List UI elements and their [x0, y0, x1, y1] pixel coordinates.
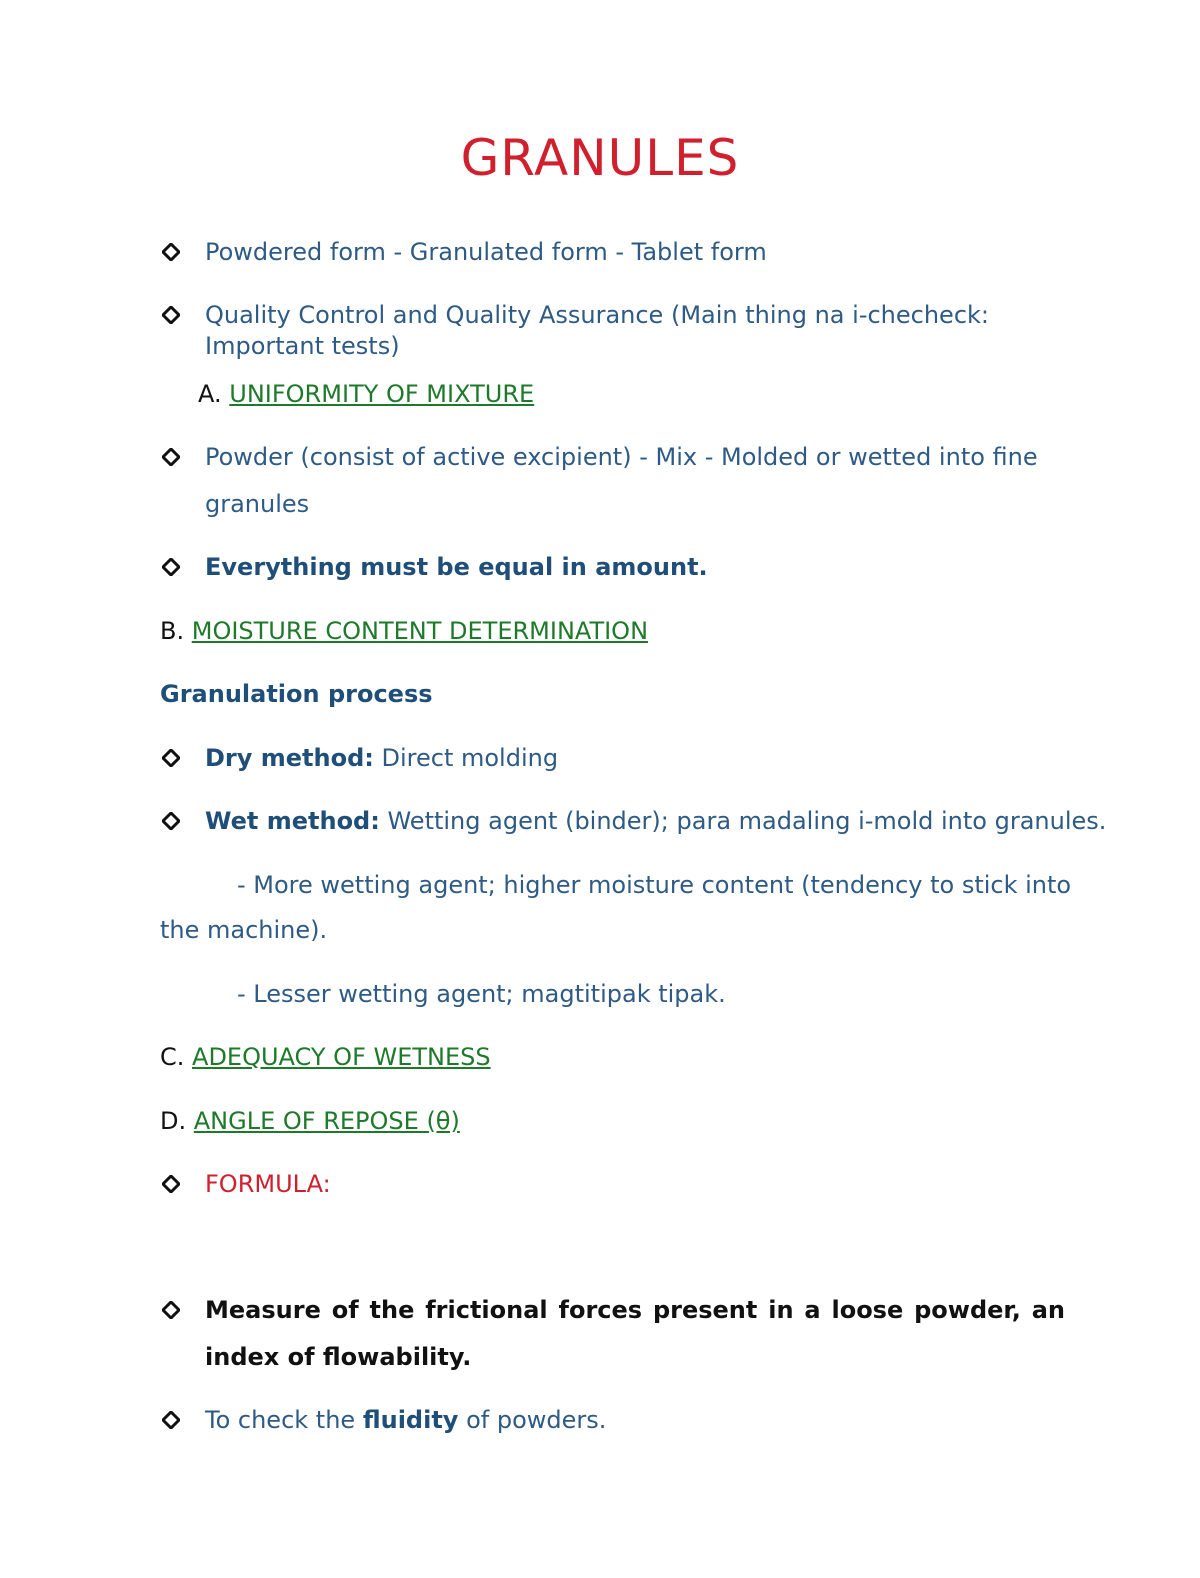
- fluidity-pre: To check the: [205, 1406, 363, 1434]
- wet-method-label: Wet method:: [205, 807, 380, 835]
- diamond-bullet-icon: [162, 1301, 180, 1319]
- section-letter: A.: [198, 380, 222, 408]
- fluidity-item: [205, 1405, 606, 1435]
- diamond-bullet-icon: [162, 1175, 180, 1193]
- section-title: MOISTURE CONTENT DETERMINATION: [191, 617, 649, 645]
- fluidity-keyword: fluidity: [362, 1406, 459, 1434]
- diamond-bullet-icon: [162, 448, 180, 466]
- bullet-text-cont: Important tests): [205, 332, 400, 360]
- fluidity-post: of powders.: [458, 1406, 607, 1434]
- section-letter: D.: [160, 1107, 187, 1135]
- measure-text-cont: index of flowability.: [205, 1343, 472, 1371]
- section-title: ANGLE OF REPOSE (θ): [193, 1107, 460, 1135]
- bullet-text-cont: granules: [205, 490, 310, 518]
- diamond-bullet-icon: [162, 749, 180, 767]
- section-a-heading: [198, 379, 534, 409]
- sub-note: - More wetting agent; higher moisture content (tendency to stick into: [237, 871, 1072, 899]
- dry-method-text: Direct molding: [373, 744, 559, 772]
- section-letter: B.: [160, 617, 185, 645]
- section-title: UNIFORMITY OF MIXTURE: [229, 380, 535, 408]
- section-d-heading: [160, 1106, 460, 1136]
- wet-method-item: [205, 806, 1106, 836]
- page-title: GRANULES: [460, 129, 740, 187]
- bullet-text: Powder (consist of active excipient) - Mix - Molded or wetted into fine: [205, 443, 1038, 471]
- bullet-text-emphasis: Everything must be equal in amount.: [205, 553, 708, 581]
- formula-label: FORMULA:: [205, 1170, 331, 1198]
- dry-method-item: [205, 743, 558, 773]
- sub-note-cont: the machine).: [160, 916, 328, 944]
- diamond-bullet-icon: [162, 306, 180, 324]
- bullet-text: Quality Control and Quality Assurance (Main thing na i-checheck:: [205, 301, 989, 329]
- section-title: ADEQUACY OF WETNESS: [192, 1043, 491, 1071]
- bullet-text: Powdered form - Granulated form - Tablet form: [205, 238, 767, 266]
- dry-method-label: Dry method:: [205, 744, 374, 772]
- section-b-heading: [160, 616, 648, 646]
- diamond-bullet-icon: [162, 243, 180, 261]
- granulation-heading: Granulation process: [160, 680, 433, 708]
- sub-note: - Lesser wetting agent; magtitipak tipak.: [237, 980, 726, 1008]
- diamond-bullet-icon: [162, 1411, 180, 1429]
- section-c-heading: [160, 1042, 491, 1072]
- measure-text: Measure of the frictional forces present in a loose powder, an: [205, 1296, 1065, 1324]
- wet-method-text: Wetting agent (binder); para madaling i-mold into granules.: [379, 807, 1107, 835]
- diamond-bullet-icon: [162, 558, 180, 576]
- section-letter: C.: [160, 1043, 185, 1071]
- diamond-bullet-icon: [162, 812, 180, 830]
